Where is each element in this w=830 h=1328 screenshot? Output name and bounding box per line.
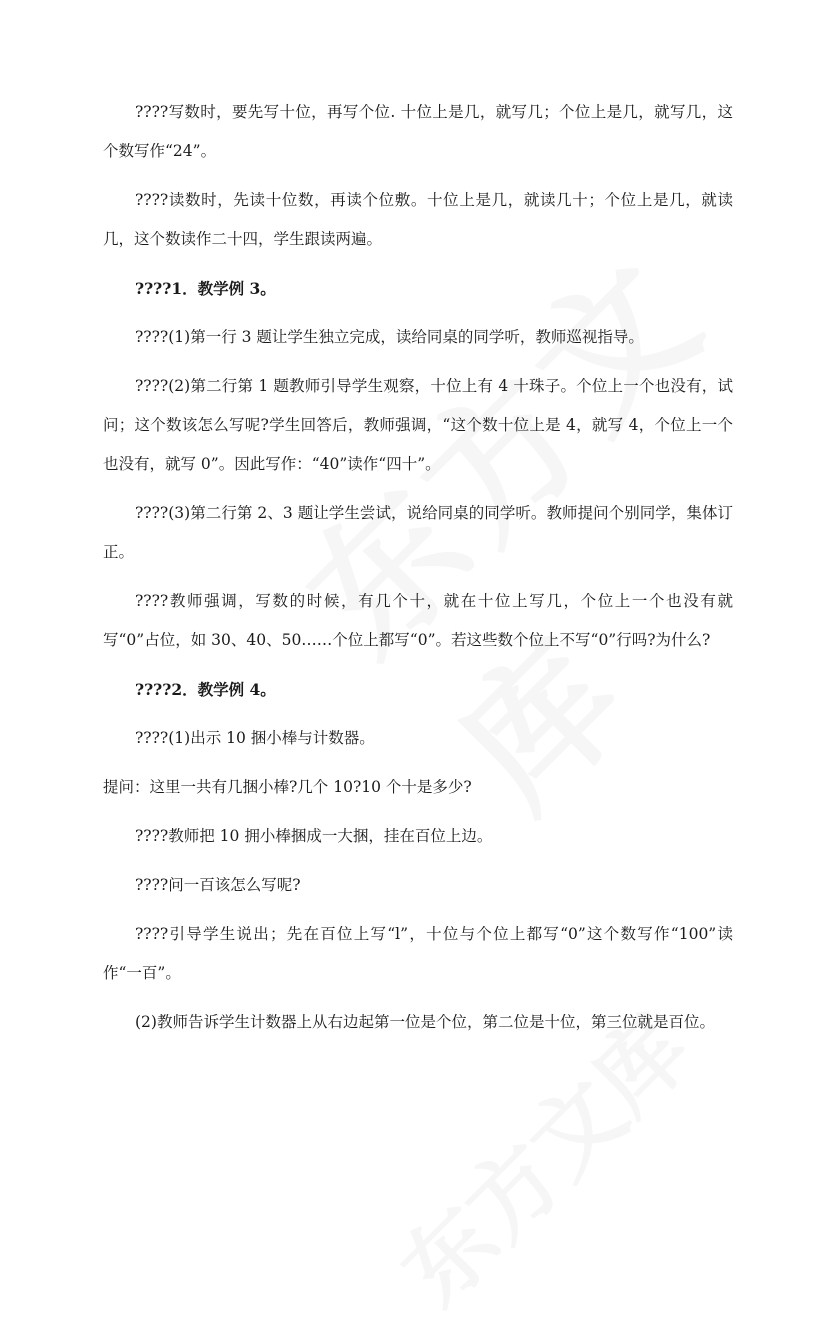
paragraph-write-hundred: ????引导学生说出；先在百位上写“l”，十位与个位上都写“0”这个数写作“100”读作“一百”。: [103, 925, 733, 982]
paragraph-question: 提问：这里一共有几捆小棒?几个 10?10 个十是多少?: [103, 778, 472, 796]
paragraph-teacher-emphasis: ????教师强调，写数的时候，有几个十，就在十位上写几，个位上一个也没有就写“0”占位，如 30、40、50……个位上都写“0”。若这些数个位上不写“0”行吗?为什么?: [103, 592, 733, 649]
paragraph-ask-hundred: ????问一百该怎么写呢?: [135, 876, 301, 894]
paragraph-step-1: ????(1)第一行 3 题让学生独立完成，读给同桌的同学听，教师巡视指导。: [135, 328, 644, 346]
document-body: [103, 93, 733, 1042]
paragraph-counter-places: (2)教师告诉学生计数器上从右边起第一位是个位，第二位是十位，第三位就是百位。: [135, 1013, 715, 1031]
paragraph-step-2: ????(2)第二行第 1 题教师引导学生观察，十位上有 4 十珠子。个位上一个也没有，试问；这个数该怎么写呢?学生回答后，教师强调，“这个数十位上是 4，就写 4，个位上一个也没有，就写 0”。因此写作：“40”读作“四十”。: [103, 377, 733, 473]
paragraph-step-3: ????(3)第二行第 2、3 题让学生尝试，说给同桌的同学听。教师提问个别同学，集体订正。: [103, 504, 733, 561]
paragraph-bundle: ????教师把 10 拥小棒捆成一大捆，挂在百位上边。: [135, 827, 493, 845]
heading-example-4: ????2．教学例 4。: [135, 680, 276, 699]
paragraph-writing-numbers: ????写数时，要先写十位，再写个位. 十位上是几，就写几；个位上是几，就写几，这个数写作“24”。: [103, 103, 733, 160]
paragraph-show-sticks: ????(1)出示 10 捆小棒与计数器。: [135, 729, 375, 747]
heading-example-3: ????1．教学例 3。: [135, 279, 276, 298]
paragraph-reading-numbers: ????读数时，先读十位数，再读个位敷。十位上是几，就读几十；个位上是几，就读几，这个数读作二十四，学生跟读两遍。: [103, 191, 733, 248]
